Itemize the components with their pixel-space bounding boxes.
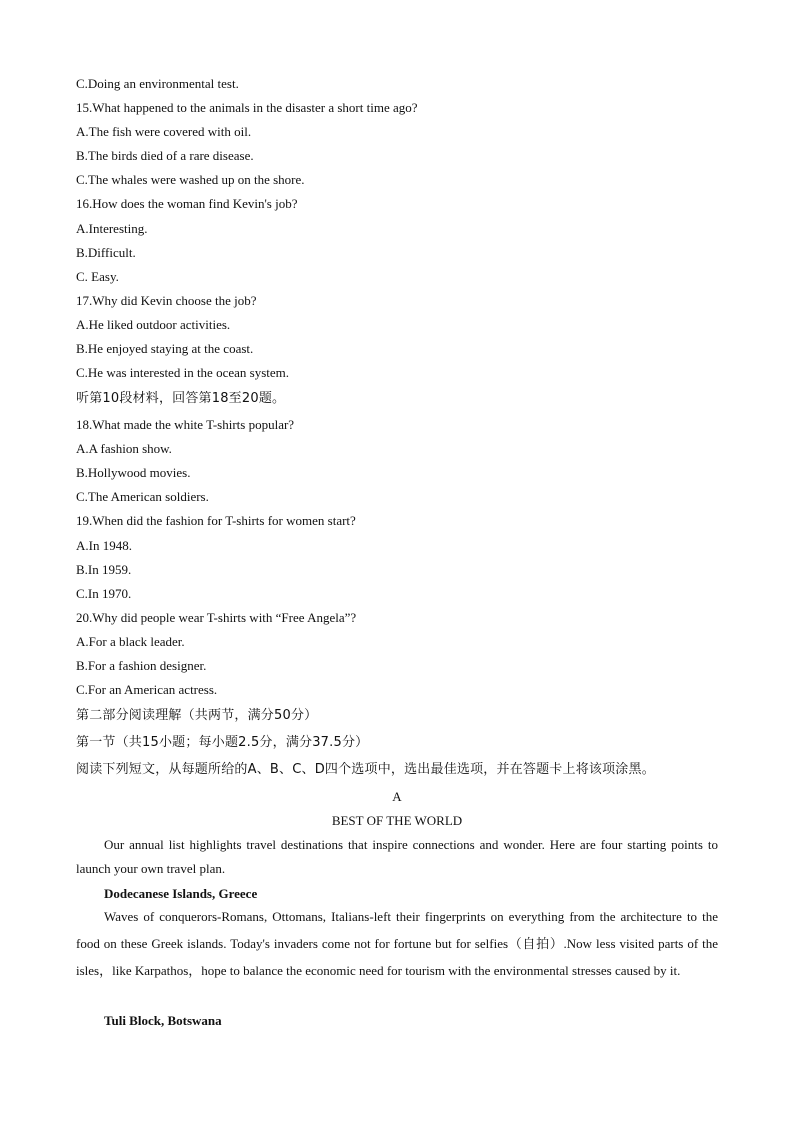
material-10-instruction: 听第10段材料，回答第18至20题。 <box>76 391 286 406</box>
q20-option-c: C.For an American actress. <box>76 682 218 697</box>
q19-option-b: B.In 1959. <box>76 562 132 577</box>
passage-title: BEST OF THE WORLD <box>331 813 463 828</box>
q17-option-c: C.He was interested in the ocean system. <box>76 365 289 380</box>
reading-instruction: 阅读下列短文，从每题所给的A、B、C、D四个选项中，选出最佳选项，并在答题卡上将该项涂黑。 <box>76 762 655 777</box>
q17-option-b: B.He enjoyed staying at the coast. <box>76 341 254 356</box>
q18-question: 18.What made the white T-shirts popular? <box>76 417 295 432</box>
q15-option-c: C.The whales were washed up on the shore. <box>76 172 305 187</box>
q18-option-c: C.The American soldiers. <box>76 489 209 504</box>
q16-option-b: B.Difficult. <box>76 245 136 260</box>
passage-intro: Our annual list highlights travel destinations that inspire connections and wonder. Here are four starting points to launch your own travel plan. <box>76 837 718 876</box>
passage-letter: A <box>392 789 402 804</box>
section-1-heading: 第一节（共15小题；每小题2.5分，满分37.5分） <box>76 735 369 750</box>
q20-option-a: A.For a black leader. <box>76 634 185 649</box>
q20-option-b: B.For a fashion designer. <box>76 658 207 673</box>
q15-option-a: A.The fish were covered with oil. <box>76 124 252 139</box>
heading-dodecanese: Dodecanese Islands, Greece <box>104 886 258 901</box>
heading-tuli-block: Tuli Block, Botswana <box>104 1013 222 1028</box>
q19-option-c: C.In 1970. <box>76 586 132 601</box>
q15-option-b: B.The birds died of a rare disease. <box>76 148 254 163</box>
q19-option-a: A.In 1948. <box>76 538 132 553</box>
q15-question: 15.What happened to the animals in the disaster a short time ago? <box>76 100 418 115</box>
q18-option-b: B.Hollywood movies. <box>76 465 191 480</box>
paragraph-dodecanese: Waves of conquerors-Romans, Ottomans, Italians-left their fingerprints on everything from the architecture to the food on these Greek islands. Today's invaders come not for fortune but for selfies（自拍）.Now less visited parts of the isles，like Karpathos，hope to balance the economic need for tourism with the environmental stresses caused by it. <box>76 909 718 978</box>
q18-option-a: A.A fashion show. <box>76 441 172 456</box>
q14-option-c: C.Doing an environmental test. <box>76 76 239 91</box>
q16-option-c: C. Easy. <box>76 269 119 284</box>
q20-question: 20.Why did people wear T-shirts with “Free Angela”? <box>76 610 357 625</box>
part-2-heading: 第二部分阅读理解（共两节，满分50分） <box>76 708 318 723</box>
q16-question: 16.How does the woman find Kevin's job? <box>76 196 298 211</box>
q19-question: 19.When did the fashion for T-shirts for women start? <box>76 513 356 528</box>
q17-option-a: A.He liked outdoor activities. <box>76 317 231 332</box>
q16-option-a: A.Interesting. <box>76 221 148 236</box>
q17-question: 17.Why did Kevin choose the job? <box>76 293 257 308</box>
